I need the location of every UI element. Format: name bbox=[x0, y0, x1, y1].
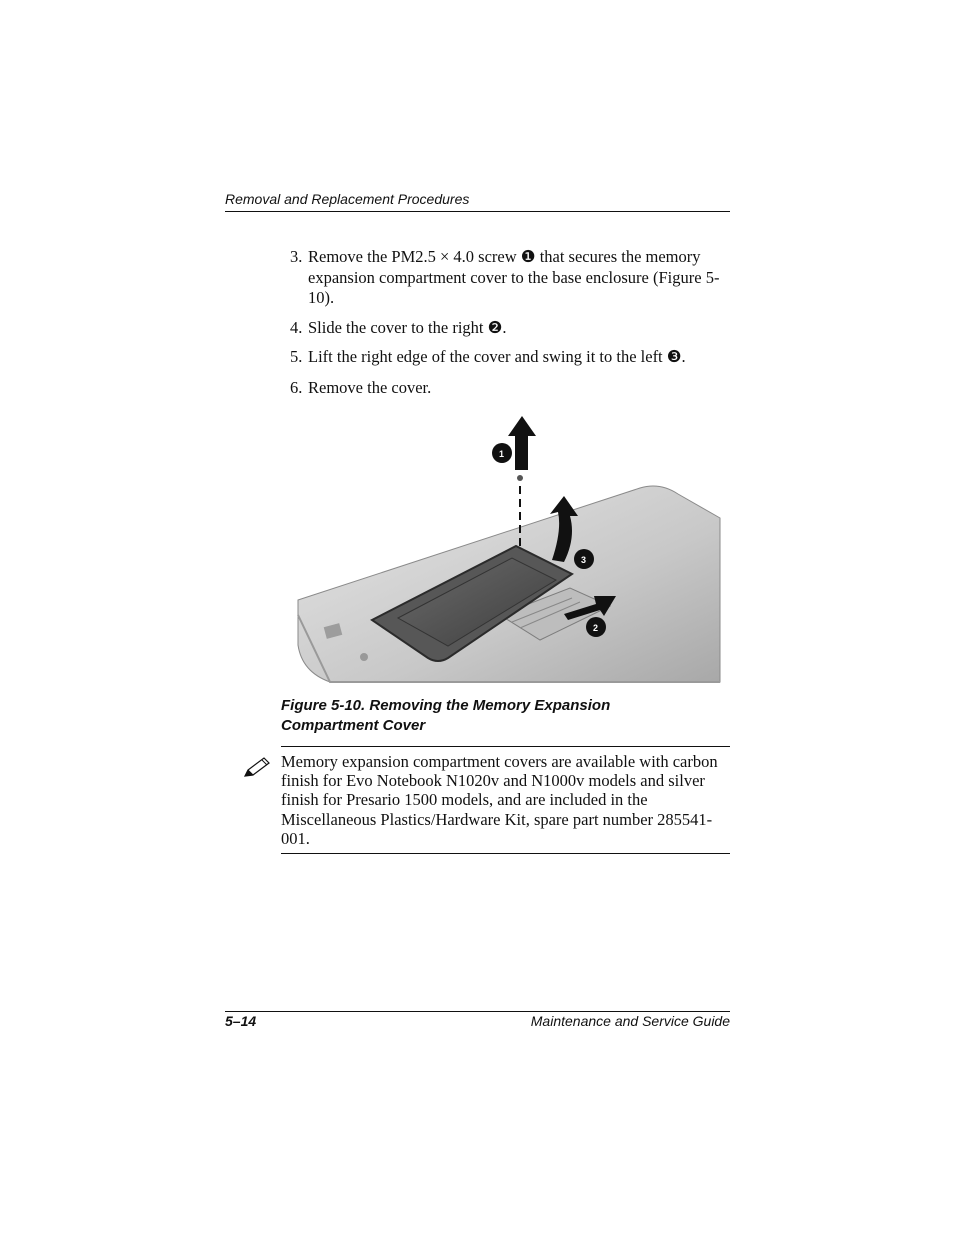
step-number: 4. bbox=[290, 317, 303, 337]
step-item bbox=[290, 378, 730, 399]
footer-title: Maintenance and Service Guide bbox=[530, 1013, 730, 1029]
step-text: Slide the cover to the right ❷. bbox=[308, 317, 507, 337]
pencil-icon bbox=[242, 756, 272, 780]
step-number: 3. bbox=[290, 247, 303, 266]
caption-line-2: Compartment Cover bbox=[281, 716, 426, 734]
footer-rule bbox=[225, 1011, 730, 1012]
notebook-illustration bbox=[290, 410, 730, 690]
note-text: Memory expansion compartment covers are available with carbon finish for Evo Notebook N1020v and N1000v models and silver finish for Presario 1500 models, and are included in the Miscellaneous Plastics/Hardware Kit, spare part number 285541-001. bbox=[281, 752, 718, 848]
step-number: 5. bbox=[290, 347, 303, 366]
figure-illustration bbox=[290, 410, 730, 690]
step-item bbox=[290, 347, 730, 368]
step-text: Remove the cover. bbox=[308, 377, 432, 397]
step-text: Remove the PM2.5 × 4.0 screw ❶ that secures the memory expansion compartment cover to the base enclosure (Figure 5-10). bbox=[308, 247, 720, 307]
step-list bbox=[290, 247, 730, 398]
page-number: 5–14 bbox=[225, 1013, 257, 1029]
note-rule-bottom bbox=[281, 853, 730, 854]
step-item bbox=[290, 247, 730, 309]
caption-line-1: Figure 5-10. Removing the Memory Expansion bbox=[281, 697, 611, 714]
svg-text:1: 1 bbox=[499, 449, 505, 459]
svg-text:2: 2 bbox=[593, 623, 599, 633]
step-item bbox=[290, 318, 730, 339]
header-rule bbox=[225, 211, 730, 212]
note-rule-top bbox=[281, 746, 730, 747]
step-number: 6. bbox=[290, 377, 303, 397]
svg-text:3: 3 bbox=[581, 555, 587, 565]
arrow-1 bbox=[508, 416, 536, 470]
figure-caption bbox=[281, 696, 701, 735]
running-header: Removal and Replacement Procedures bbox=[225, 191, 470, 207]
step-text: Lift the right edge of the cover and swing it to the left ❸. bbox=[308, 347, 686, 366]
